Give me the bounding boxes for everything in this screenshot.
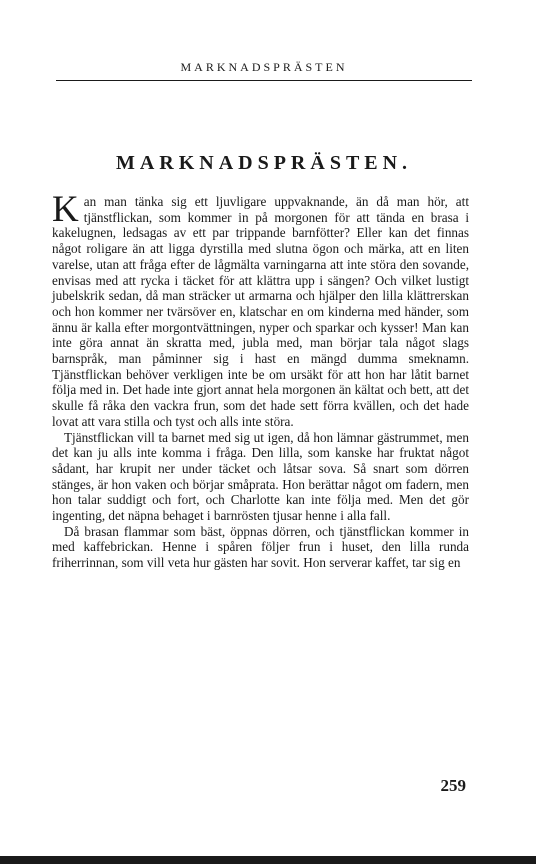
running-head: MARKNADSPRÄSTEN: [180, 60, 348, 74]
chapter-title: MARKNADSPRÄSTEN.: [115, 152, 413, 174]
scan-bottom-edge: [0, 856, 536, 864]
page-number: 259: [440, 776, 466, 795]
paragraph-1: [52, 189, 469, 430]
header-rule: [56, 80, 472, 81]
paragraph-3: Då brasan flammar som bäst, öppnas dörren, och tjänstflickan kommer in med kaffebrickan. Henne i spåren följer frun i huset, den lilla runda friherrinnan, som vill veta hur gästen har sovit. Hon serverar kaffet, tar sig en: [52, 523, 469, 571]
body-text: [52, 189, 469, 571]
paragraph-2: Tjänstflickan vill ta barnet med sig ut igen, då hon lämnar gästrummet, men det kan ju alls inte komma i fråga. Den lilla, som kanske har fruktat något sådant, har krupit ner under täcket och låtsar sova. Så snart som dörren stänges, är hon vaken och börjar småprata. Hon berättar något om fadern, men hon talar suddigt och fort, och Charlotte kan inte följa med. Men det gör ingenting, det näpna behaget i barnrösten tjusar henne i alla fall.: [52, 429, 469, 524]
paragraph-1-text: an man tänka sig ett ljuvligare uppvaknande, än då man hör, att tjänstflickan, som kommer in på morgonen för att tända en brasa i kakelugnen, ledsagas av ett par trippande barnfötter? Eller kan det finnas något roligare än att ligga dyrstilla med slutna ögon och märka, att en liten varelse, utan att fråga efter de lågmälta varningarna att inte störa den sovande, envisas med att rycka i täcket för att klättra upp i sängen? Och vilket lustigt jubelskrik sedan, då man sträcker ut armarna och hjälper den lilla klättrerskan och hon kommer ner tvärsöver en, klatschar en om kinderna med händer, som ännu är kalla efter morgontvättningen, nyper och sparkar och kysser! Man kan inte göra annat än skratta med, jubla med, man börjar tala något slags barnspråk, man påminner sig i hast en mängd dumma smeknamn. Tjänstflickan behöver verkligen inte be om ursäkt för att hon har låtit barnet följa med in. Det hade inte gjort annat hela morgonen än kältat och bett, att det skulle få råka den vackra frun, som det hade sett förra kvällen, och det hade lovat att vara stilla och tyst och alls inte störa.: [52, 194, 469, 429]
drop-cap: K: [52, 189, 79, 230]
